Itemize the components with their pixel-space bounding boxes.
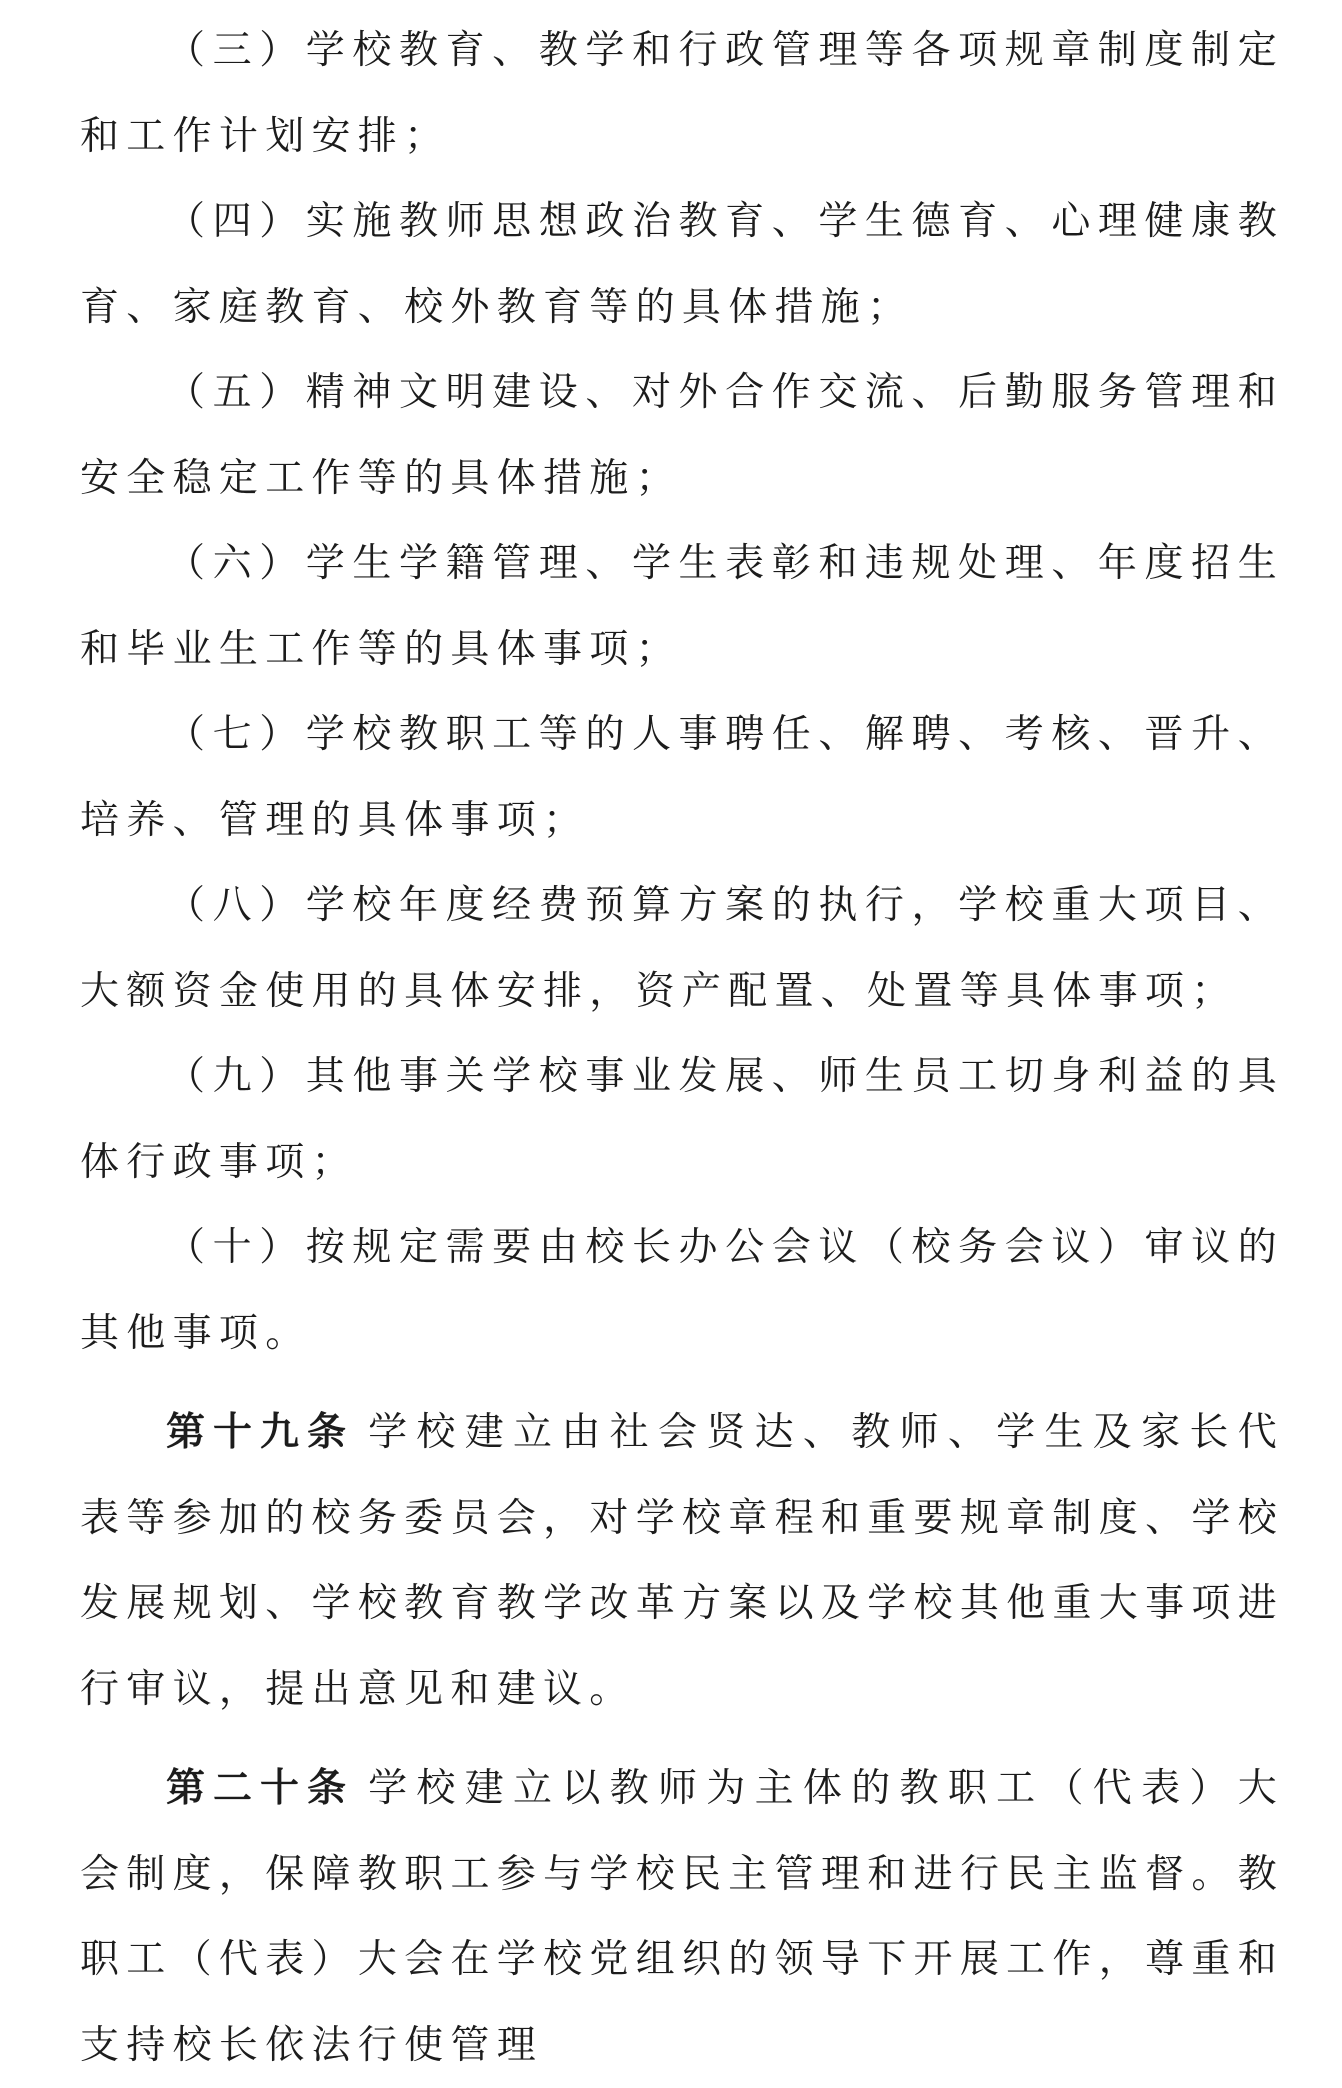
list-item: [80, 1034, 1284, 1205]
item-marker: （八）: [166, 883, 306, 928]
item-marker: （六）: [166, 541, 306, 586]
item-marker: （四）: [166, 199, 306, 244]
list-item: [80, 179, 1284, 350]
item-text: 其他事关学校事业发展、师生员工切身利益的具体行政事项；: [80, 1054, 1284, 1185]
article-heading: 第十九条: [166, 1409, 355, 1455]
item-text: 学校教职工等的人事聘任、解聘、考核、晋升、培养、管理的具体事项；: [80, 712, 1284, 843]
item-text: 精神文明建设、对外合作交流、后勤服务管理和安全稳定工作等的具体措施；: [80, 370, 1284, 501]
list-item: [80, 863, 1284, 1034]
item-text: 学生学籍管理、学生表彰和违规处理、年度招生和毕业生工作等的具体事项；: [80, 541, 1284, 672]
article-text: 学校建立由社会贤达、教师、学生及家长代表等参加的校务委员会，对学校章程和重要规章制度、学校发展规划、学校教育教学改革方案以及学校其他重大事项进行审议，提出意见和建议。: [80, 1410, 1284, 1712]
article-heading: 第二十条: [166, 1765, 355, 1811]
item-marker: （三）: [166, 28, 306, 73]
list-item: [80, 8, 1284, 179]
article-paragraph: [80, 1390, 1284, 1732]
item-marker: （九）: [166, 1054, 306, 1099]
item-text: 按规定需要由校长办公会议（校务会议）审议的其他事项。: [80, 1225, 1284, 1356]
item-marker: （五）: [166, 370, 306, 415]
list-item: [80, 350, 1284, 521]
list-item: [80, 1205, 1284, 1376]
article-paragraph: [80, 1746, 1284, 2088]
list-item: [80, 521, 1284, 692]
list-item: [80, 692, 1284, 863]
item-marker: （十）: [166, 1225, 306, 1270]
item-text: 学校教育、教学和行政管理等各项规章制度制定和工作计划安排；: [80, 28, 1284, 159]
article-text: 学校建立以教师为主体的教职工（代表）大会制度，保障教职工参与学校民主管理和进行民主监督。教职工（代表）大会在学校党组织的领导下开展工作，尊重和支持校长依法行使管理: [80, 1766, 1284, 2068]
item-marker: （七）: [166, 712, 306, 757]
item-text: 学校年度经费预算方案的执行，学校重大项目、大额资金使用的具体安排，资产配置、处置等具体事项；: [80, 883, 1284, 1014]
item-text: 实施教师思想政治教育、学生德育、心理健康教育、家庭教育、校外教育等的具体措施；: [80, 199, 1284, 330]
